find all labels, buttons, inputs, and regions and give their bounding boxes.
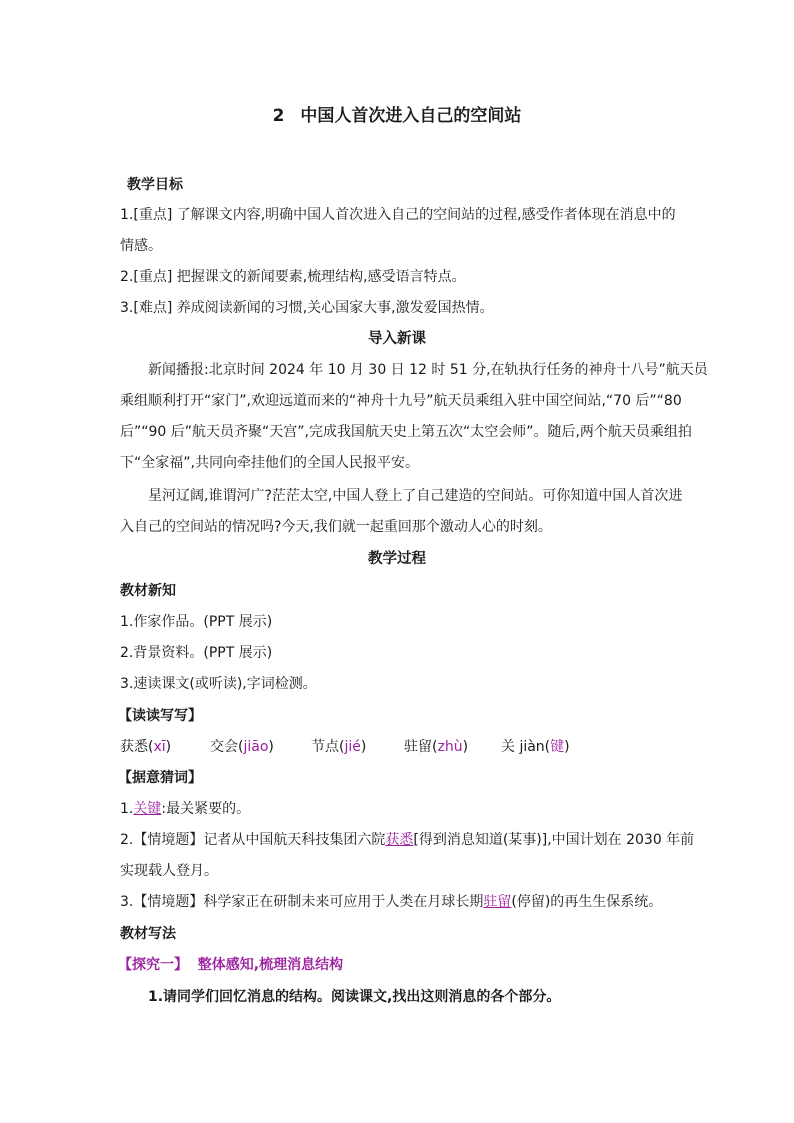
- objective-tag: 3.[难点]: [120, 300, 173, 316]
- objective-text: 把握课文的新闻要素,梳理结构,感受语言特点。: [176, 269, 466, 285]
- process-heading: 教学过程: [368, 551, 426, 567]
- objective-3: [120, 298, 494, 318]
- objective-tag: 2.[重点]: [120, 269, 173, 285]
- objective-text: 了解课文内容,明确中国人首次进入自己的空间站的过程,感受作者体现在消息中的: [176, 207, 676, 223]
- objective-text: 养成阅读新闻的习惯,关心国家大事,激发爱国热情。: [176, 300, 494, 316]
- intro-p2-line1: 星河辽阔,谁谓河广?茫茫太空,中国人登上了自己建造的空间站。可你知道中国人首次进: [148, 488, 683, 504]
- intro-p1-line4: 下“全家福”,共同向牵挂他们的全国人民报平安。: [120, 455, 419, 471]
- step-2: 2.背景资料。(PPT 展示): [120, 645, 273, 661]
- objectives-heading: 教学目标: [127, 177, 183, 193]
- guess-item-2: 2.【情境题】记者从中国航天科技集团六院获悉[得到消息知道(某事)],中国计划在 2030 年前: [120, 832, 695, 848]
- intro-p1-line1: 新闻播报:北京时间 2024 年 10 月 30 日 12 时 51 分,在轨执行任务的神舟十八号”航天员: [148, 362, 708, 378]
- pinyin: xī: [153, 739, 166, 755]
- lesson-title: 中国人首次进入自己的空间站: [300, 106, 522, 126]
- vocab-word: 关 jiàn(键): [501, 739, 570, 755]
- guess-item-2-cont: 实现载人登月。: [120, 863, 218, 879]
- writing-method-heading: 教材写法: [120, 926, 176, 942]
- explore-text: 整体感知,梳理消息结构: [197, 957, 344, 973]
- lesson-number: 2: [272, 106, 285, 126]
- objective-1: [120, 205, 676, 225]
- explore-tag: 【探究一】: [118, 957, 188, 973]
- pinyin: 键: [550, 739, 565, 755]
- objective-tag: 1.[重点]: [120, 207, 173, 223]
- answer-term: 驻留: [483, 894, 512, 910]
- vocab-word: 驻留(zhù): [404, 739, 469, 755]
- pinyin: zhù: [437, 739, 463, 755]
- vocab-word: 节点(jié): [311, 739, 367, 755]
- guess-item-3: 3.【情境题】科学家正在研制未来可应用于人类在月球长期驻留(停留)的再生生保系统。: [120, 894, 663, 910]
- intro-p2-line2: 入自己的空间站的情况吗?今天,我们就一起重回那个激动人心的时刻。: [120, 519, 552, 535]
- step-1: 1.作家作品。(PPT 展示): [120, 614, 273, 630]
- page-title: [0, 106, 794, 126]
- objective-1-cont: 情感。: [120, 238, 162, 254]
- read-write-heading: 【读读写写】: [118, 708, 202, 724]
- new-knowledge-heading: 教材新知: [120, 583, 176, 599]
- vocab-word: 交会(jiāo): [210, 739, 274, 755]
- guess-heading: 【据意猜词】: [118, 770, 202, 786]
- intro-p1-line2: 乘组顺利打开“家门”,欢迎远道而来的“神舟十九号”航天员乘组入驻中国空间站,“70 后”“80: [120, 393, 682, 409]
- answer-term: 关键: [133, 801, 162, 817]
- guess-item-1: 1.关键:最关紧要的。: [120, 801, 251, 817]
- answer-term: 获悉: [385, 832, 414, 848]
- vocab-word: 获悉(xī): [120, 739, 172, 755]
- explore-1-heading: [118, 955, 343, 975]
- intro-heading: 导入新课: [368, 331, 426, 347]
- step-3: 3.速读课文(或听读),字词检测。: [120, 676, 317, 692]
- intro-p1-line3: 后”“90 后”航天员齐聚“天宫”,完成我国航天史上第五次“太空会师”。随后,两个航天员乘组拍: [120, 424, 692, 440]
- objective-2: [120, 267, 466, 287]
- question-1: 1.请同学们回忆消息的结构。阅读课文,找出这则消息的各个部分。: [148, 989, 561, 1005]
- pinyin: jié: [344, 739, 361, 755]
- pinyin: jiāo: [243, 739, 269, 755]
